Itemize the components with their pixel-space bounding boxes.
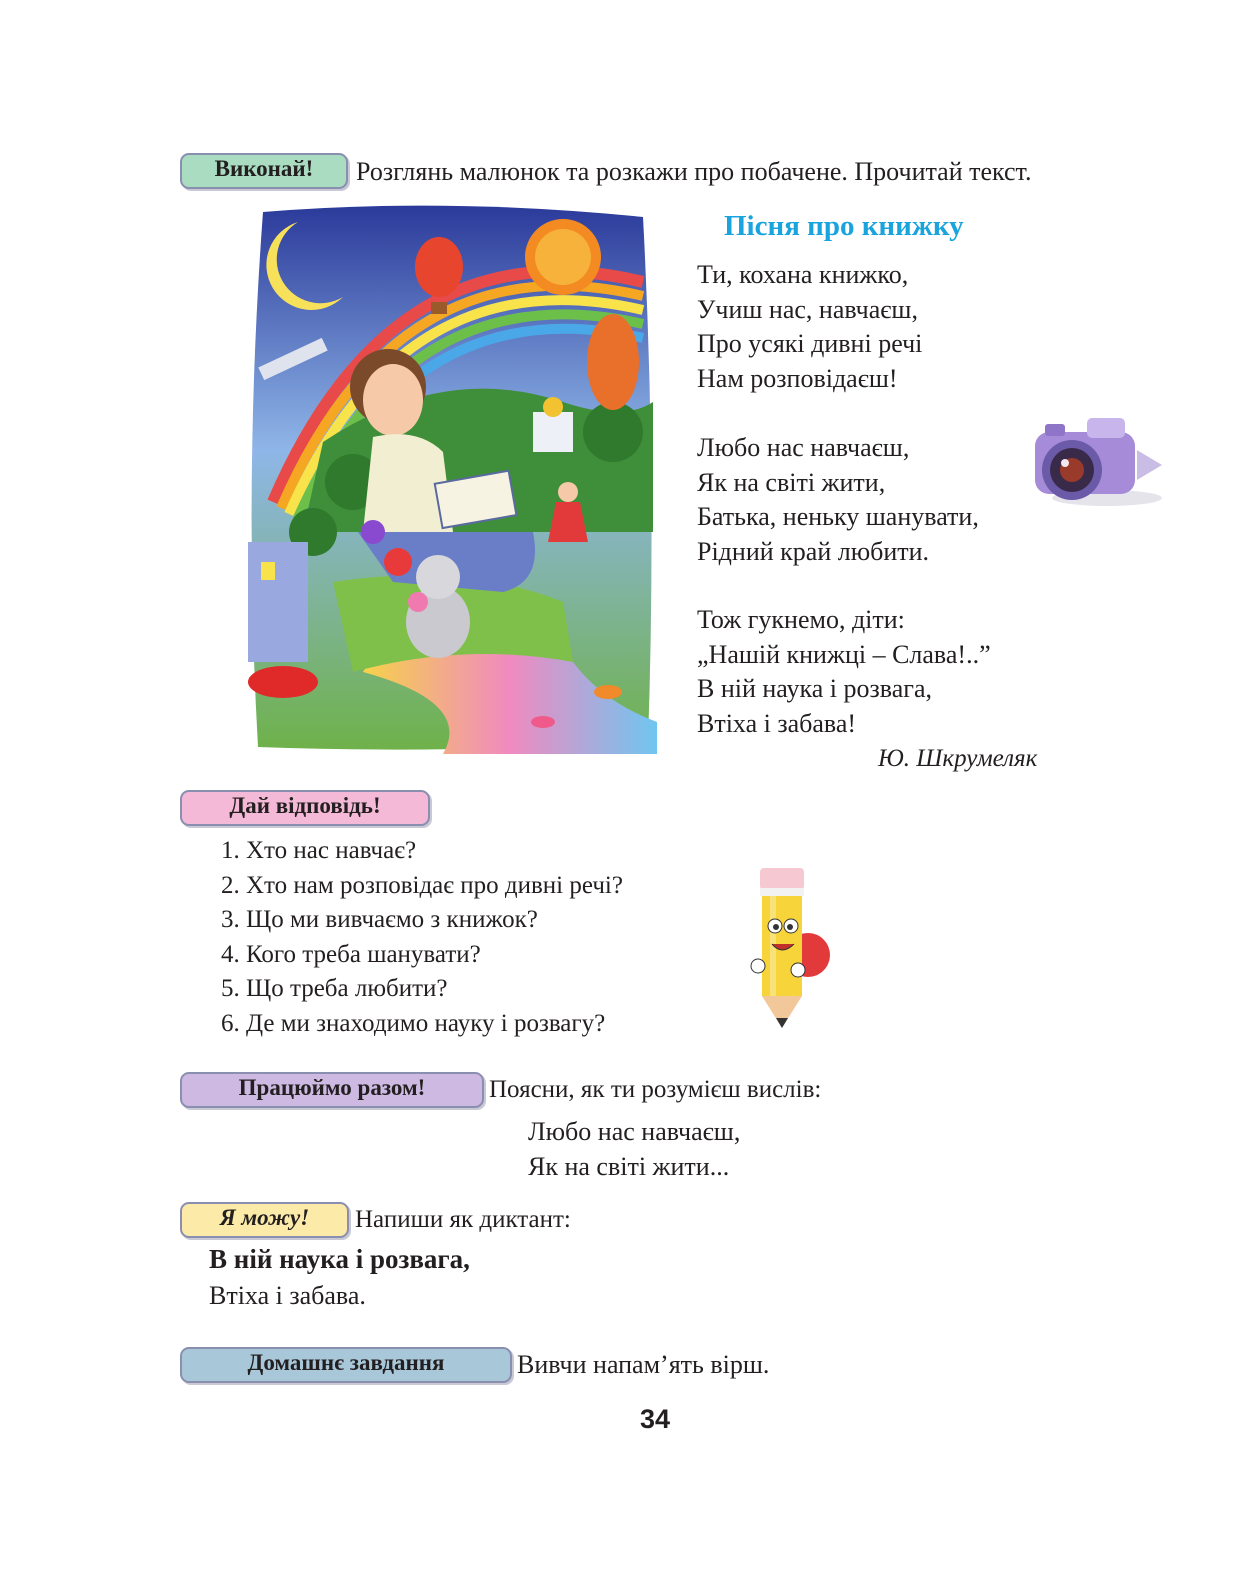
poem-stanza-2: [697, 431, 979, 569]
camera-icon: [1027, 410, 1167, 510]
poem-line: Ти, кохана книжко,: [697, 260, 909, 289]
dictation-line-2: Втіха і забава.: [209, 1281, 366, 1310]
task4-text: Напиши як диктант:: [355, 1206, 571, 1233]
poem-stanza-3: [697, 603, 991, 741]
list-item: 6. Де ми знаходимо науку і розвагу?: [221, 1009, 606, 1037]
badge-ya-mozhu: Я можу!: [180, 1202, 349, 1238]
task3-text: Поясни, як ти розумієш вислів:: [489, 1076, 822, 1103]
poem-line: Втіха і забава!: [697, 708, 857, 738]
task5-text: Вивчи напам’ять вірш.: [517, 1350, 770, 1379]
task1-text: Розглянь малюнок та розкажи про побачене. Прочитай текст.: [356, 157, 1032, 186]
badge-dai-vidpovid: Дай відповідь!: [180, 790, 430, 826]
list-item: 3. Що ми вивчаємо з книжок?: [221, 906, 538, 933]
poem-line: „Нашій книжці – Слава!..”: [697, 639, 991, 669]
quote-line: Як на світі жити...: [528, 1151, 730, 1181]
poem-title: Пісня про книжку: [724, 210, 964, 242]
child-reading-book-illustration: [243, 202, 657, 754]
dictation-line-1: В ній наука і розвага,: [209, 1244, 470, 1274]
questions-list: [221, 834, 623, 1041]
list-item: 5. Що треба любити?: [221, 975, 448, 1002]
badge-pratsiuimo-razom: Працюймо разом!: [180, 1072, 484, 1108]
badge-domashnie-zavdannia: Домашнє завдання: [180, 1347, 512, 1383]
quote-line: Любо нас навчаєш,: [528, 1117, 741, 1146]
poem-author: Ю. Шкрумеляк: [878, 745, 1038, 772]
poem-line: Батька, неньку шанувати,: [697, 502, 979, 531]
poem-line: Рідний край любити.: [697, 536, 930, 566]
poem-line: Учиш нас, навчаєш,: [697, 294, 918, 324]
page-number: 34: [640, 1404, 671, 1434]
poem-stanza-1: [697, 258, 922, 396]
poem-line: Любо нас навчаєш,: [697, 433, 910, 462]
poem-line: Про усякі дивні речі: [697, 329, 923, 358]
poem-line: В ній наука і розвага,: [697, 674, 932, 703]
poem-line: Як на світі жити,: [697, 467, 886, 497]
pencil-character-icon: [748, 860, 838, 1032]
badge-vykonai: Виконай!: [180, 153, 348, 189]
poem-line: Нам розповідаєш!: [697, 363, 898, 393]
list-item: 1. Хто нас навчає?: [221, 837, 417, 864]
list-item: 2. Хто нам розповідає про дивні речі?: [221, 871, 623, 899]
task3-quote: [528, 1115, 740, 1184]
poem-line: Тож гукнемо, діти:: [697, 605, 905, 634]
list-item: 4. Кого треба шанувати?: [221, 940, 481, 968]
